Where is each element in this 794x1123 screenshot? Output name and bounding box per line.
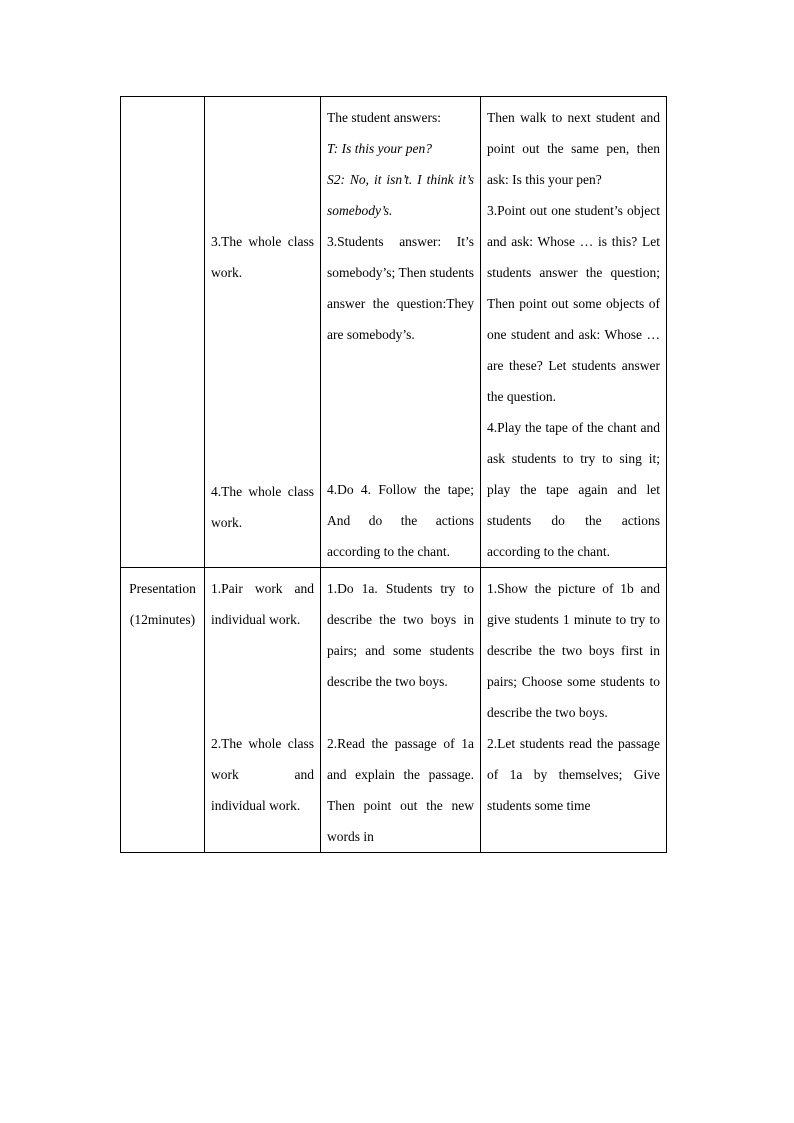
table-row bbox=[121, 568, 667, 853]
teacher-item-2: 2.Let students read the passage of 1a by themselves; Give students some time bbox=[487, 736, 660, 813]
dialogue-teacher-line: T: Is this your pen? bbox=[327, 141, 433, 156]
spacer bbox=[211, 288, 314, 476]
dialogue-student-line: S2: No, it isn’t. I think it’s somebody’s. bbox=[327, 172, 474, 218]
spacer bbox=[327, 697, 474, 728]
teacher-activity-cell bbox=[481, 97, 667, 568]
teacher-item-3: 3.Point out one student’s object and ask: Whose … is this? Let students answer the question; Then point out some objects of one student and ask: Whose … are these? Let students answer the question. bbox=[487, 203, 660, 404]
form-item-2: 2.The whole class work and individual work. bbox=[211, 736, 314, 813]
table-row bbox=[121, 97, 667, 568]
form-item-4: 4.The whole class work. bbox=[211, 484, 314, 530]
student-activity-cell bbox=[321, 97, 481, 568]
stage-cell bbox=[121, 97, 205, 568]
teacher-intro: Then walk to next student and point out the same pen, then ask: Is this your pen? bbox=[487, 110, 660, 187]
form-cell bbox=[205, 97, 321, 568]
lesson-plan-table bbox=[120, 96, 667, 853]
student-item-3: 3.Students answer: It’s somebody’s; Then students answer the question:They are somebody’s. bbox=[327, 234, 474, 342]
stage-cell bbox=[121, 568, 205, 853]
student-activity-cell bbox=[321, 568, 481, 853]
teacher-item-4: 4.Play the tape of the chant and ask students to try to sing it; play the tape again and let students do the actions according to the chant. bbox=[487, 420, 660, 559]
form-item-1: 1.Pair work and individual work. bbox=[211, 581, 314, 627]
student-item-2: 2.Read the passage of 1a and explain the passage. Then point out the new words in bbox=[327, 736, 474, 844]
spacer bbox=[211, 102, 314, 226]
student-intro: The student answers: bbox=[327, 110, 441, 125]
teacher-activity-cell bbox=[481, 568, 667, 853]
teacher-item-1: 1.Show the picture of 1b and give students 1 minute to try to describe the two boys first in pairs; Choose some students to describe the two boys. bbox=[487, 581, 660, 720]
form-item-3: 3.The whole class work. bbox=[211, 234, 314, 280]
spacer bbox=[211, 635, 314, 728]
stage-label: Presentation (12minutes) bbox=[129, 581, 196, 627]
spacer bbox=[327, 350, 474, 474]
student-item-4: 4.Do 4. Follow the tape; And do the actions according to the chant. bbox=[327, 482, 474, 559]
form-cell bbox=[205, 568, 321, 853]
student-item-1: 1.Do 1a. Students try to describe the two boys in pairs; and some students describe the two boys. bbox=[327, 581, 474, 689]
